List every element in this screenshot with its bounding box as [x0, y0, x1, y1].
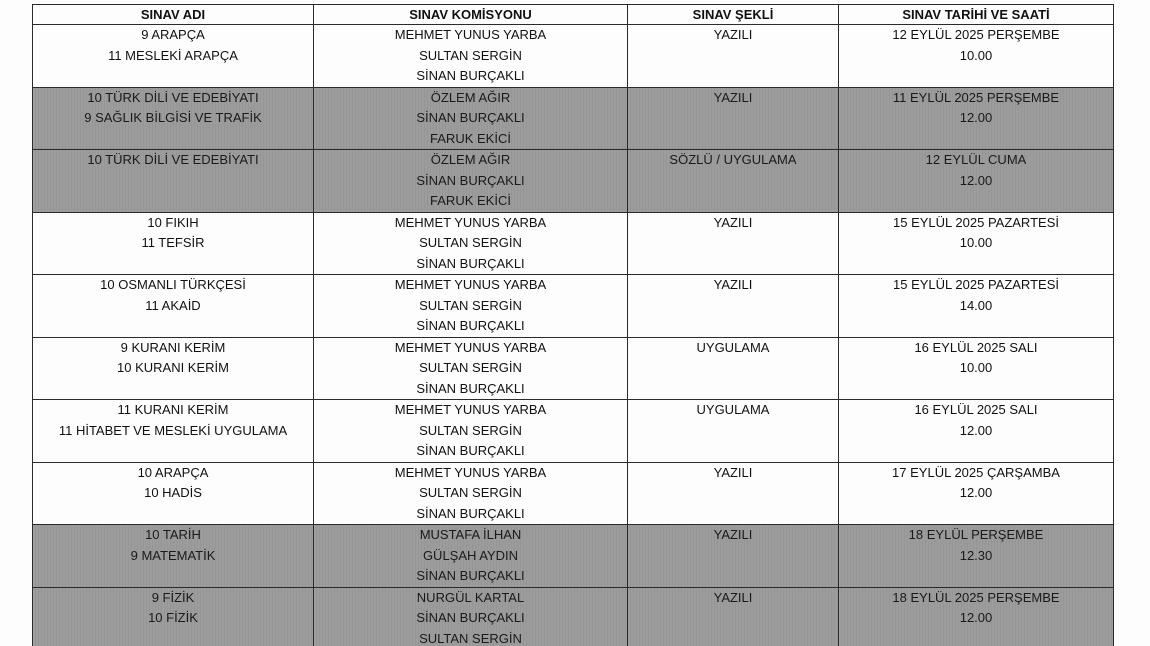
- committee-member: SULTAN SERGİN: [419, 235, 522, 250]
- format-cell: [628, 400, 839, 463]
- table-row: [33, 400, 1114, 463]
- header-format: SINAV ŞEKLİ: [628, 5, 839, 25]
- exam-name: 10 TARİH: [145, 527, 201, 542]
- exam-date: 11 EYLÜL 2025 PERŞEMBE: [892, 89, 1060, 105]
- committee-member: SULTAN SERGİN: [419, 297, 522, 313]
- exam-name-cell: [33, 337, 314, 400]
- datetime-cell: [839, 400, 1114, 463]
- committee-member: MUSTAFA İLHAN: [419, 527, 522, 542]
- table-row: [33, 462, 1114, 525]
- exam-name: 9 SAĞLIK BİLGİSİ VE TRAFİK: [84, 110, 262, 125]
- exam-date: 12 EYLÜL CUMA: [925, 152, 1027, 167]
- exam-name-cell: [33, 400, 314, 463]
- header-datetime: SINAV TARİHİ VE SAATİ: [839, 5, 1114, 25]
- datetime-cell: [839, 462, 1114, 525]
- exam-format: YAZILI: [713, 527, 753, 542]
- committee-member: FARUK EKİCİ: [430, 130, 511, 146]
- committee-member: ÖZLEM AĞIR: [430, 152, 511, 167]
- committee-cell: [314, 87, 628, 150]
- committee-member: SİNAN BURÇAKLI: [416, 380, 525, 396]
- format-cell: [628, 150, 839, 213]
- exam-name-cell: [33, 462, 314, 525]
- table-row: [33, 337, 1114, 400]
- exam-name: 10 KURANI KERİM: [117, 360, 229, 375]
- exam-name: 10 ARAPÇA: [137, 464, 209, 480]
- exam-date: 17 EYLÜL 2025 ÇARŞAMBA: [892, 464, 1060, 480]
- exam-name: 9 KURANI KERİM: [120, 339, 226, 355]
- committee-cell: [314, 462, 628, 525]
- committee-member: FARUK EKİCİ: [430, 193, 511, 208]
- exam-schedule-table: [32, 4, 1114, 646]
- datetime-cell: [839, 212, 1114, 275]
- header-exam-name: SINAV ADI: [33, 5, 314, 25]
- committee-member: SİNAN BURÇAKLI: [416, 68, 525, 83]
- format-cell: [628, 87, 839, 150]
- exam-name-cell: [33, 150, 314, 213]
- committee-member: SİNAN BURÇAKLI: [416, 318, 525, 333]
- exam-time: 12.00: [959, 172, 993, 188]
- exam-format: YAZILI: [713, 27, 753, 42]
- committee-member: SİNAN BURÇAKLI: [416, 568, 525, 583]
- exam-name: 11 TEFSİR: [141, 235, 205, 250]
- exam-date: 12 EYLÜL 2025 PERŞEMBE: [892, 27, 1060, 42]
- exam-name-cell: [33, 587, 314, 646]
- datetime-cell: [839, 525, 1114, 588]
- exam-name: 10 FIKIH: [147, 214, 199, 230]
- committee-member: SULTAN SERGİN: [419, 422, 522, 438]
- exam-name: 10 FİZİK: [148, 610, 198, 625]
- exam-name: 10 HADİS: [144, 485, 202, 500]
- format-cell: [628, 212, 839, 275]
- exam-date: 15 EYLÜL 2025 PAZARTESİ: [893, 214, 1059, 230]
- exam-format: YAZILI: [713, 589, 753, 605]
- committee-cell: [314, 25, 628, 88]
- table-row: [33, 525, 1114, 588]
- header-committee: SINAV KOMİSYONU: [314, 5, 628, 25]
- format-cell: [628, 25, 839, 88]
- datetime-cell: [839, 275, 1114, 338]
- exam-name: 11 AKAİD: [145, 297, 201, 313]
- committee-member: SİNAN BURÇAKLI: [416, 505, 525, 521]
- exam-name: 11 HİTABET VE MESLEKİ UYGULAMA: [58, 422, 288, 438]
- exam-name-cell: [33, 525, 314, 588]
- committee-member: SULTAN SERGİN: [419, 630, 522, 646]
- committee-cell: [314, 587, 628, 646]
- exam-date: 16 EYLÜL 2025 SALI: [914, 339, 1038, 355]
- table-row: [33, 150, 1114, 213]
- exam-time: 12.00: [959, 422, 993, 438]
- committee-member: MEHMET YUNUS YARBA: [394, 464, 547, 480]
- table-row: [33, 275, 1114, 338]
- exam-format: YAZILI: [713, 464, 753, 480]
- exam-name-cell: [33, 275, 314, 338]
- table-body: [33, 25, 1114, 646]
- format-cell: [628, 337, 839, 400]
- committee-member: SULTAN SERGİN: [419, 360, 522, 375]
- exam-name: 9 FİZİK: [151, 589, 195, 605]
- exam-time: 10.00: [959, 235, 993, 250]
- committee-member: ÖZLEM AĞIR: [430, 89, 511, 105]
- exam-name: 10 TÜRK DİLİ VE EDEBİYATI: [87, 152, 259, 167]
- exam-time: 12.00: [959, 110, 993, 125]
- committee-member: SİNAN BURÇAKLI: [416, 443, 525, 458]
- committee-member: SİNAN BURÇAKLI: [416, 110, 525, 125]
- exam-format: YAZILI: [713, 214, 753, 230]
- datetime-cell: [839, 25, 1114, 88]
- committee-cell: [314, 275, 628, 338]
- committee-member: MEHMET YUNUS YARBA: [394, 277, 547, 292]
- exam-time: 10.00: [959, 47, 993, 63]
- exam-name-cell: [33, 212, 314, 275]
- committee-cell: [314, 337, 628, 400]
- exam-format: UYGULAMA: [696, 402, 770, 417]
- exam-name-cell: [33, 25, 314, 88]
- datetime-cell: [839, 337, 1114, 400]
- committee-member: SULTAN SERGİN: [419, 485, 522, 500]
- exam-name: 10 TÜRK DİLİ VE EDEBİYATI: [87, 89, 259, 105]
- datetime-cell: [839, 87, 1114, 150]
- exam-format: UYGULAMA: [696, 339, 770, 355]
- exam-format: SÖZLÜ / UYGULAMA: [669, 152, 797, 167]
- table-row: [33, 212, 1114, 275]
- exam-name: 11 KURANI KERİM: [117, 402, 229, 417]
- table-row: [33, 587, 1114, 646]
- committee-cell: [314, 212, 628, 275]
- committee-member: GÜLŞAH AYDIN: [422, 547, 519, 563]
- exam-time: 12.30: [959, 547, 993, 563]
- committee-cell: [314, 525, 628, 588]
- exam-time: 14.00: [959, 297, 993, 313]
- table-row: [33, 87, 1114, 150]
- committee-member: SİNAN BURÇAKLI: [416, 610, 525, 625]
- committee-member: SİNAN BURÇAKLI: [416, 172, 525, 188]
- committee-member: MEHMET YUNUS YARBA: [394, 27, 547, 42]
- exam-name-cell: [33, 87, 314, 150]
- format-cell: [628, 462, 839, 525]
- exam-name: 9 ARAPÇA: [141, 27, 205, 42]
- committee-cell: [314, 150, 628, 213]
- exam-date: 18 EYLÜL PERŞEMBE: [908, 527, 1044, 542]
- exam-date: 16 EYLÜL 2025 SALI: [914, 402, 1038, 417]
- exam-format: YAZILI: [713, 277, 753, 292]
- committee-member: MEHMET YUNUS YARBA: [394, 339, 547, 355]
- committee-member: MEHMET YUNUS YARBA: [394, 214, 547, 230]
- datetime-cell: [839, 587, 1114, 646]
- exam-format: YAZILI: [713, 89, 753, 105]
- table-row: [33, 25, 1114, 88]
- committee-member: SULTAN SERGİN: [419, 47, 522, 63]
- datetime-cell: [839, 150, 1114, 213]
- exam-name: 9 MATEMATİK: [130, 547, 216, 563]
- table-header: [33, 5, 1114, 25]
- exam-date: 15 EYLÜL 2025 PAZARTESİ: [893, 277, 1059, 292]
- committee-member: SİNAN BURÇAKLI: [416, 255, 525, 271]
- exam-time: 12.00: [959, 610, 993, 625]
- format-cell: [628, 587, 839, 646]
- format-cell: [628, 275, 839, 338]
- committee-cell: [314, 400, 628, 463]
- exam-time: 10.00: [959, 360, 993, 375]
- header-row: [33, 5, 1114, 25]
- exam-name: 10 OSMANLI TÜRKÇESİ: [100, 277, 246, 292]
- exam-date: 18 EYLÜL 2025 PERŞEMBE: [892, 589, 1060, 605]
- format-cell: [628, 525, 839, 588]
- committee-member: NURGÜL KARTAL: [416, 589, 525, 605]
- exam-time: 12.00: [959, 485, 993, 500]
- exam-name: 11 MESLEKİ ARAPÇA: [108, 47, 238, 63]
- committee-member: MEHMET YUNUS YARBA: [394, 402, 547, 417]
